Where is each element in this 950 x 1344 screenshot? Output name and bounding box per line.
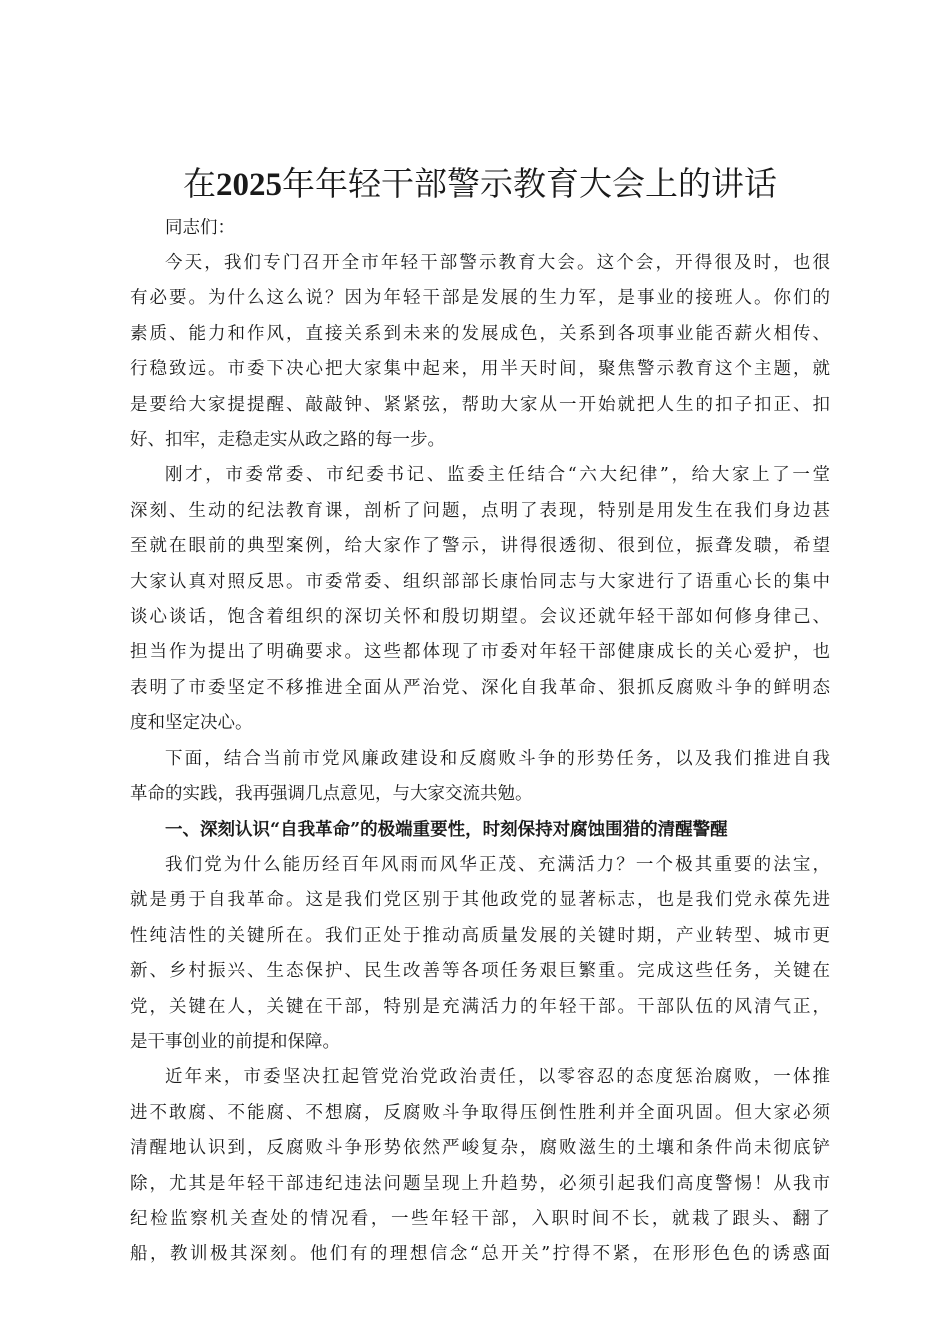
paragraph-line: 有必要。为什么这么说？因为年轻干部是发展的生力军，是事业的接班人。你们的: [130, 288, 830, 309]
paragraph-line: 行稳致远。市委下决心把大家集中起来，用半天时间，聚焦警示教育这个主题，就: [130, 359, 830, 380]
paragraph-line: 进不敢腐、不能腐、不想腐，反腐败斗争取得压倒性胜利并全面巩固。但大家必须: [130, 1102, 830, 1123]
intro-paragraphs: [130, 246, 830, 813]
paragraph: [130, 1060, 830, 1272]
paragraph-line: 是要给大家提提醒、敲敲钟、紧紧弦，帮助大家从一开始就把人生的扣子扣正、扣: [130, 394, 830, 415]
paragraph-line: 船，教训极其深刻。他们有的理想信念“总开关”拧得不紧，在形形色色的诱惑面: [130, 1244, 830, 1265]
paragraph-line: 度和坚定决心。: [130, 713, 253, 734]
paragraph-line: 我们党为什么能历经百年风雨而风华正茂、充满活力？一个极其重要的法宝，: [165, 854, 830, 875]
title-prefix: 在: [183, 164, 216, 203]
paragraph-line: 表明了市委坚定不移推进全面从严治党、深化自我革命、狠抓反腐败斗争的鲜明态: [130, 677, 830, 698]
paragraph: [130, 742, 830, 813]
paragraph-line: 深刻、生动的纪法教育课，剖析了问题，点明了表现，特别是用发生在我们身边甚: [130, 500, 830, 521]
paragraph-line: 纪检监察机关查处的情况看，一些年轻干部，入职时间不长，就栽了跟头、翻了: [130, 1208, 830, 1229]
paragraph-line: 除，尤其是年轻干部违纪违法问题呈现上升趋势，必须引起我们高度警惕！从我市: [130, 1173, 830, 1194]
paragraph: [130, 848, 830, 1060]
paragraph-line: 是干事创业的前提和保障。: [130, 1031, 340, 1052]
paragraph-line: 就是勇于自我革命。这是我们党区别于其他政党的显著标志，也是我们党永葆先进: [130, 890, 830, 911]
section-heading: 一、深刻认识“自我革命”的极端重要性，时刻保持对腐蚀围猎的清醒警醒: [165, 819, 728, 840]
paragraph-line: 刚才，市委常委、市纪委书记、监委主任结合“六大纪律”，给大家上了一堂: [165, 465, 830, 486]
paragraph-line: 新、乡村振兴、生态保护、民生改善等各项任务艰巨繁重。完成这些任务，关键在: [130, 961, 830, 982]
paragraph: [130, 458, 830, 741]
paragraph-line: 至就在眼前的典型案例，给大家作了警示，讲得很透彻、很到位，振聋发聩，希望: [130, 536, 830, 557]
paragraph-line: 清醒地认识到，反腐败斗争形势依然严峻复杂，腐败滋生的土壤和条件尚未彻底铲: [130, 1138, 830, 1159]
paragraph-line: 革命的实践，我再强调几点意见，与大家交流共勉。: [130, 784, 533, 805]
title-suffix: 年年轻干部警示教育大会上的讲话: [282, 164, 777, 203]
paragraph-line: 好、扣牢，走稳走实从政之路的每一步。: [130, 430, 445, 451]
title-year: 2025: [216, 167, 282, 203]
paragraph-line: 党，关键在人，关键在干部，特别是充满活力的年轻干部。干部队伍的风清气正，: [130, 996, 830, 1017]
salutation: 同志们：: [165, 218, 235, 238]
section-paragraphs: [130, 848, 830, 1273]
paragraph-line: 素质、能力和作风，直接关系到未来的发展成色，关系到各项事业能否薪火相传、: [130, 323, 830, 344]
paragraph: [130, 246, 830, 458]
paragraph-line: 担当作为提出了明确要求。这些都体现了市委对年轻干部健康成长的关心爱护，也: [130, 642, 830, 663]
paragraph-line: 谈心谈话，饱含着组织的深切关怀和殷切期望。会议还就年轻干部如何修身律己、: [130, 607, 830, 628]
paragraph-line: 近年来，市委坚决扛起管党治党政治责任，以零容忍的态度惩治腐败，一体推: [165, 1067, 830, 1088]
document-title: [130, 162, 830, 207]
document-page: [130, 162, 830, 1273]
paragraph-line: 下面，结合当前市党风廉政建设和反腐败斗争的形势任务，以及我们推进自我: [165, 748, 830, 769]
paragraph-line: 大家认真对照反思。市委常委、组织部部长康怡同志与大家进行了语重心长的集中: [130, 571, 830, 592]
paragraph-line: 今天，我们专门召开全市年轻干部警示教育大会。这个会，开得很及时，也很: [165, 253, 830, 273]
paragraph-line: 性纯洁性的关键所在。我们正处于推动高质量发展的关键时期，产业转型、城市更: [130, 925, 830, 946]
